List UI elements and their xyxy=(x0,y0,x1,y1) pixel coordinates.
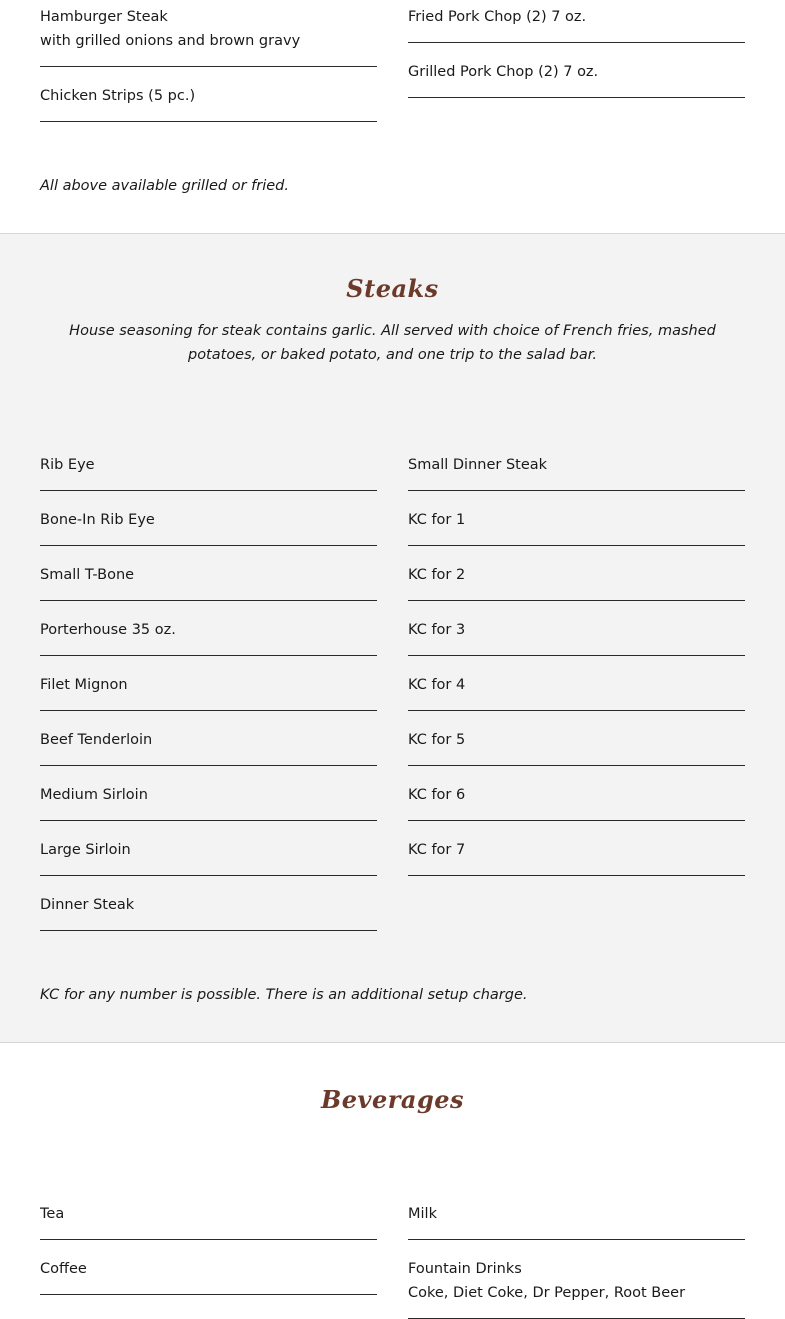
item-name: Small T-Bone xyxy=(40,567,135,583)
steaks-right-column xyxy=(408,436,745,876)
item-name: Rib Eye xyxy=(40,457,95,473)
menu-item xyxy=(40,821,377,876)
item-name: Medium Sirloin xyxy=(40,787,148,803)
item-name: KC for 1 xyxy=(408,512,466,528)
item-name: Filet Mignon xyxy=(40,677,128,693)
menu-item xyxy=(40,67,377,122)
item-name: Bone-In Rib Eye xyxy=(40,512,155,528)
item-name: Tea xyxy=(40,1206,65,1222)
menu-item xyxy=(408,766,745,821)
item-name: Grilled Pork Chop (2) 7 oz. xyxy=(408,64,599,80)
menu-item xyxy=(40,656,377,711)
item-name: Fountain Drinks xyxy=(408,1261,522,1277)
menu-item xyxy=(408,711,745,766)
top-menu-section xyxy=(0,0,785,234)
menu-item xyxy=(408,1185,745,1240)
item-name: Milk xyxy=(408,1206,437,1222)
section-intro: House seasoning for steak contains garlic. All served with choice of French fries, mashed potatoes, or baked potato, and one trip to the salad bar. xyxy=(69,323,716,363)
menu-item xyxy=(40,766,377,821)
item-name: Dinner Steak xyxy=(40,897,135,913)
menu-item xyxy=(408,43,745,98)
section-title: Steaks xyxy=(346,274,439,303)
menu-item xyxy=(40,0,377,67)
menu-item xyxy=(40,711,377,766)
menu-item xyxy=(408,656,745,711)
menu-item xyxy=(408,1240,745,1319)
item-description: Coke, Diet Coke, Dr Pepper, Root Beer xyxy=(408,1285,686,1301)
menu-item xyxy=(40,601,377,656)
menu-item xyxy=(40,546,377,601)
item-description: with grilled onions and brown gravy xyxy=(40,33,301,49)
item-name: KC for 3 xyxy=(408,622,466,638)
item-name: KC for 7 xyxy=(408,842,466,858)
menu-item xyxy=(408,821,745,876)
top-left-column xyxy=(40,0,377,122)
item-name: KC for 4 xyxy=(408,677,466,693)
section-title: Beverages xyxy=(320,1085,465,1114)
item-name: Porterhouse 35 oz. xyxy=(40,622,176,638)
item-name: Beef Tenderloin xyxy=(40,732,153,748)
item-name: Hamburger Steak xyxy=(40,9,168,25)
beverages-right-column xyxy=(408,1185,745,1319)
beverages-left-column xyxy=(40,1185,377,1295)
item-name: KC for 6 xyxy=(408,787,466,803)
menu-item xyxy=(408,546,745,601)
menu-item xyxy=(408,601,745,656)
steaks-left-column xyxy=(40,436,377,931)
steaks-section xyxy=(0,234,785,1043)
item-name: Coffee xyxy=(40,1261,87,1277)
steaks-note: KC for any number is possible. There is an additional setup charge. xyxy=(40,987,528,1003)
menu-item xyxy=(40,436,377,491)
item-name: KC for 5 xyxy=(408,732,466,748)
beverages-section xyxy=(0,1043,785,1301)
menu-item xyxy=(40,1185,377,1240)
top-note: All above available grilled or fried. xyxy=(40,178,289,194)
top-right-column xyxy=(408,0,745,98)
item-name: Large Sirloin xyxy=(40,842,131,858)
menu-item xyxy=(408,0,745,43)
item-name: Small Dinner Steak xyxy=(408,457,548,473)
item-name: Fried Pork Chop (2) 7 oz. xyxy=(408,9,587,25)
menu-item xyxy=(40,1240,377,1295)
menu-item xyxy=(408,491,745,546)
menu-item xyxy=(40,876,377,931)
menu-item xyxy=(40,491,377,546)
item-name: Chicken Strips (5 pc.) xyxy=(40,88,196,104)
menu-item xyxy=(408,436,745,491)
item-name: KC for 2 xyxy=(408,567,466,583)
